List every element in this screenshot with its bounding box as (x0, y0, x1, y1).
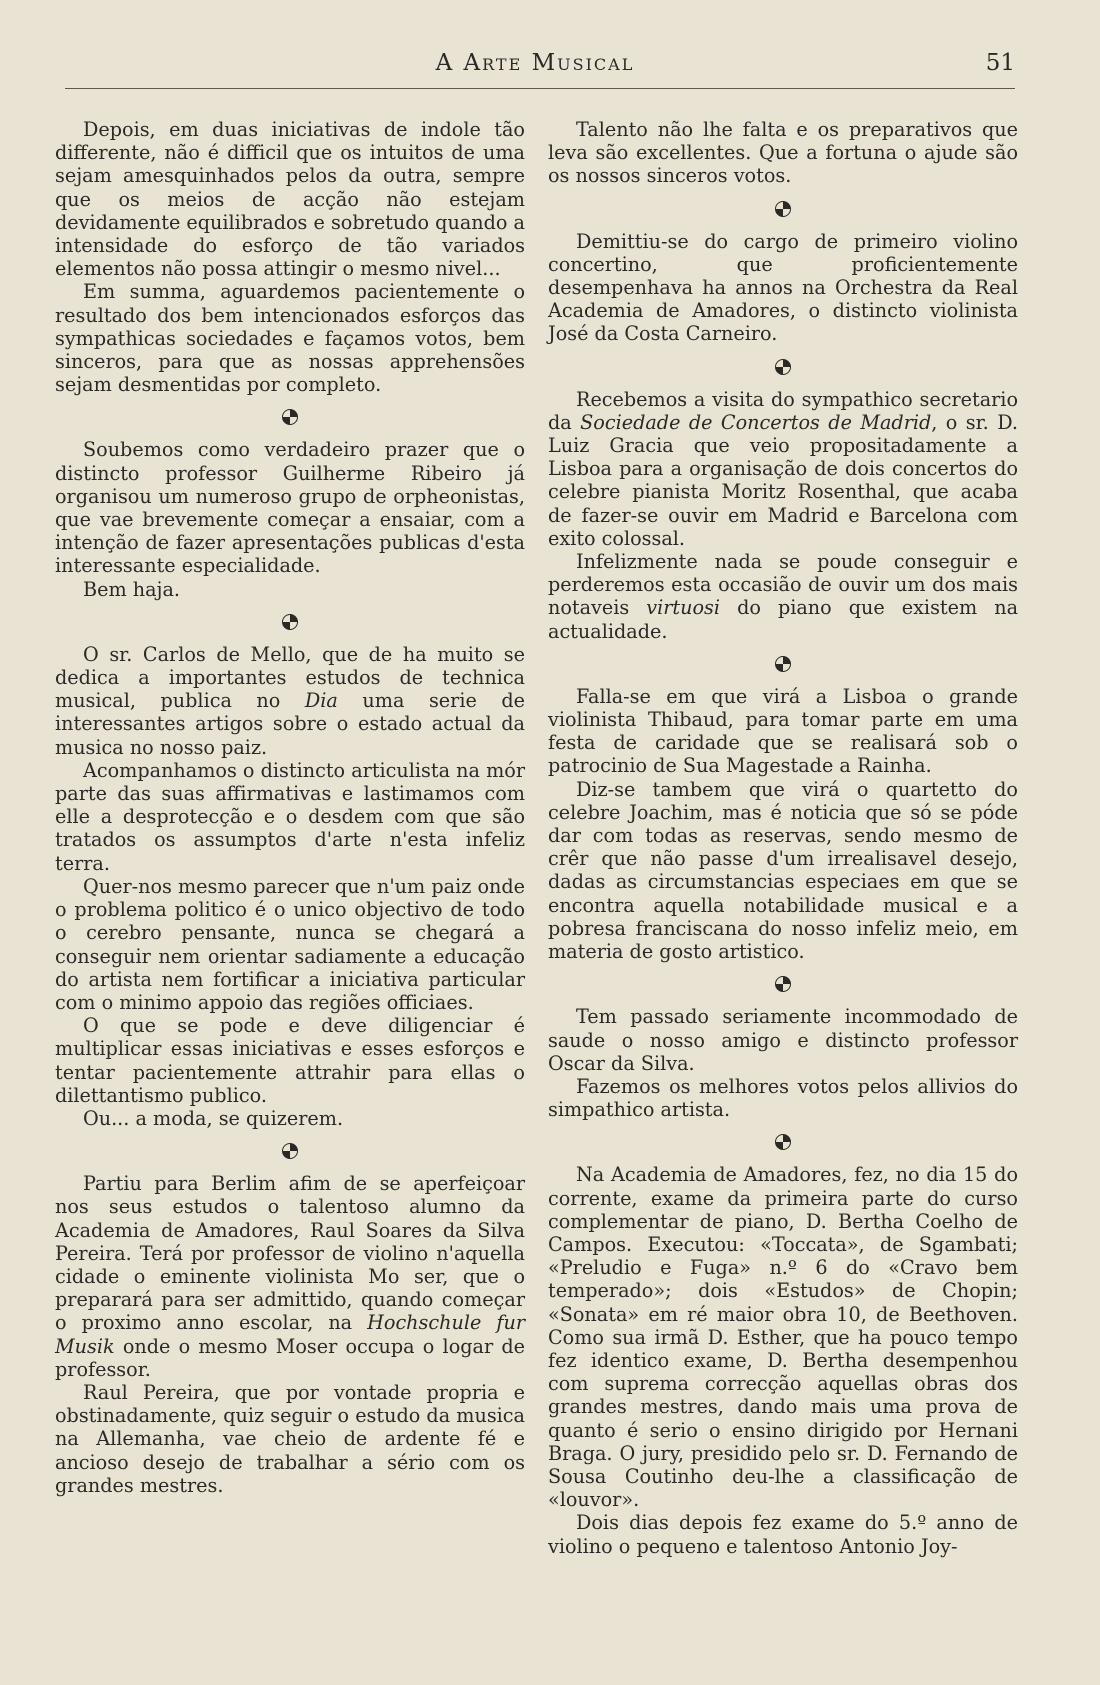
paragraph: Fazemos os melhores votos pelos allivios do simpathico artista. (548, 1074, 1018, 1122)
running-header (55, 44, 1015, 84)
page-number: 51 (985, 50, 1015, 76)
paragraph: Depois, em duas iniciativas de indole tão differente, não é difficil que os intuitos de uma sejam amesquinhados pelos da outra, sempre que os meios de acção não estejam devidamente equilibrados e sobretudo quando a intensidade do esforço de tão variados elementos não possa attingir o mesmo nivel... (55, 118, 525, 281)
paragraph: Em summa, aguardemos pacientemente o resultado dos bem intencionados esforços das sympathicas sociedades e façamos votos, bem sinceros, para que as nossas apprehensões sejam desmentidas por completo. (55, 280, 525, 397)
paragraph: Tem passado seriamente incommodado de saude o nosso amigo e distincto professor Oscar da Silva. (548, 1005, 1018, 1075)
paragraph: Recebemos a visita do sympathico secretario da Sociedade de Concertos de Madrid, o sr. D. Luiz Gracia que veio propositadamente a Lisboa para a organisação de dois concertos do celebre pianista Moritz Rosenthal, que acaba de fazer-se ouvir em Madrid e Barcelona com exito colossal. (548, 387, 1018, 550)
quartered-circle-ornament-icon (775, 976, 791, 992)
newspaper-title: Dia (304, 689, 338, 713)
paragraph: Raul Pereira, que por vontade propria e obstinadamente, quiz seguir o estudo da musica na Allemanha, vae cheio de ardente fé e ancioso desejo de trabalhar a sério com os grandes mestres. (55, 1380, 525, 1497)
institution-name: Hochschule fur Musik (55, 1311, 526, 1358)
paragraph: Dois dias depois fez exame do 5.º anno de violino o pequeno e talentoso Antonio Joy- (548, 1511, 1018, 1558)
paragraph: Demittiu-se do cargo de primeiro violino concertino, que proficientemente desempenhava ha annos na Orchestra da Real Academia de Amadores, o distincto violinista José da Costa Carneiro. (548, 229, 1018, 346)
header-rule (65, 88, 1015, 89)
paragraph: Ou... a moda, se quizerem. (83, 1106, 344, 1130)
quartered-circle-ornament-icon (282, 614, 298, 630)
paragraph: Talento não lhe falta e os preparativos que leva são excellentes. Que a fortuna o ajude são os nossos sinceros votos. (548, 118, 1018, 188)
quartered-circle-ornament-icon (775, 656, 791, 672)
quartered-circle-ornament-icon (282, 409, 298, 425)
journal-title: A Arte Musical (435, 50, 635, 76)
quartered-circle-ornament-icon (775, 201, 791, 217)
society-name: Sociedade de Concertos de Madrid (580, 410, 932, 434)
paragraph: Partiu para Berlim afim de se aperfeiçoar nos seus estudos o talentoso alumno da Academia de Amadores, Raul Soares da Silva Pereira. Terá por professor de violino n'aquella cidade o eminente violinista Mo ser, que o preparará para ser admittido, quando começar o proximo anno escolar, na Hochschule fur Musik onde o mesmo Moser occupa o logar de professor. (55, 1172, 526, 1381)
paragraph: Diz-se tambem que virá o quartetto do celebre Joachim, mas é noticia que só se póde dar com todas as reservas, sendo mesmo de crêr que não passe d'um irrealisavel desejo, dadas as circumstancias especiaes em que se encontra aquella notabilidade musical e a pobresa franciscana do nosso infeliz meio, em materia de gosto artistico. (548, 777, 1018, 964)
paragraph: Bem haja. (83, 577, 181, 601)
quartered-circle-ornament-icon (775, 1134, 791, 1150)
paragraph: Quer-nos mesmo parecer que n'um paiz onde o problema politico é o unico objectivo de todo o cerebro pensante, nunca se chegará a conseguir nem orientar sadiamente a educação do artista nem fortificar a iniciativa particular com o minimo appoio das regiões officiaes. (55, 874, 525, 1014)
italic-term: virtuosi (646, 596, 721, 620)
left-column (55, 118, 525, 1497)
paragraph: Na Academia de Amadores, fez, no dia 15 do corrente, exame da primeira parte do curso complementar de piano, D. Bertha Coelho de Campos. Executou: «Toccata», de Sgambati; «Preludio e Fuga» n.º 6 do «Cravo bem temperado»; dois «Estudos» de Chopin; «Sonata» em ré maior obra 10, de Beethoven. Como sua irmã D. Esther, que ha pouco tempo fez identico exame, D. Bertha desempenhou com suprema correcção aquellas obras dos grandes mestres, dando mais uma prova de quanto é serio o ensino dirigido por Hernani Braga. O jury, presidido pelo sr. D. Fernando de Sousa Coutinho deu-lhe a classificação de «louvor». (548, 1163, 1018, 1512)
paragraph: O que se pode e deve diligenciar é multiplicar essas iniciativas e esses esforços e tentar pacientemente attrahir para ellas o dilettantismo publico. (55, 1014, 525, 1107)
quartered-circle-ornament-icon (282, 1143, 298, 1159)
paragraph: Falla-se em que virá a Lisboa o grande violinista Thibaud, para tomar parte em uma festa de caridade que se realisará sob o patrocinio de Sua Magestade a Rainha. (548, 684, 1018, 778)
paragraph: O sr. Carlos de Mello, que de ha muito se dedica a importantes estudos de technica musical, publica no Dia uma serie de interessantes artigos sobre o estado actual da musica no nosso paiz. (55, 642, 525, 759)
paragraph: Acompanhamos o distincto articulista na mór parte das suas affirmativas e lastimamos com elle a desprotecção e o desdem com que são tratados os assumptos d'arte n'esta infeliz terra. (55, 758, 525, 875)
quartered-circle-ornament-icon (775, 359, 791, 375)
paragraph: Infelizmente nada se poude conseguir e perderemos esta occasião de ouvir um dos mais notaveis virtuosi do piano que existem na actualidade. (548, 550, 1019, 643)
right-column (548, 118, 1018, 1558)
paragraph: Soubemos como verdadeiro prazer que o distincto professor Guilherme Ribeiro já organisou um numeroso grupo de orpheonistas, que vae brevemente começar a ensaiar, com a intenção de fazer apresentações publicas d'esta interessante especialidade. (55, 438, 525, 578)
